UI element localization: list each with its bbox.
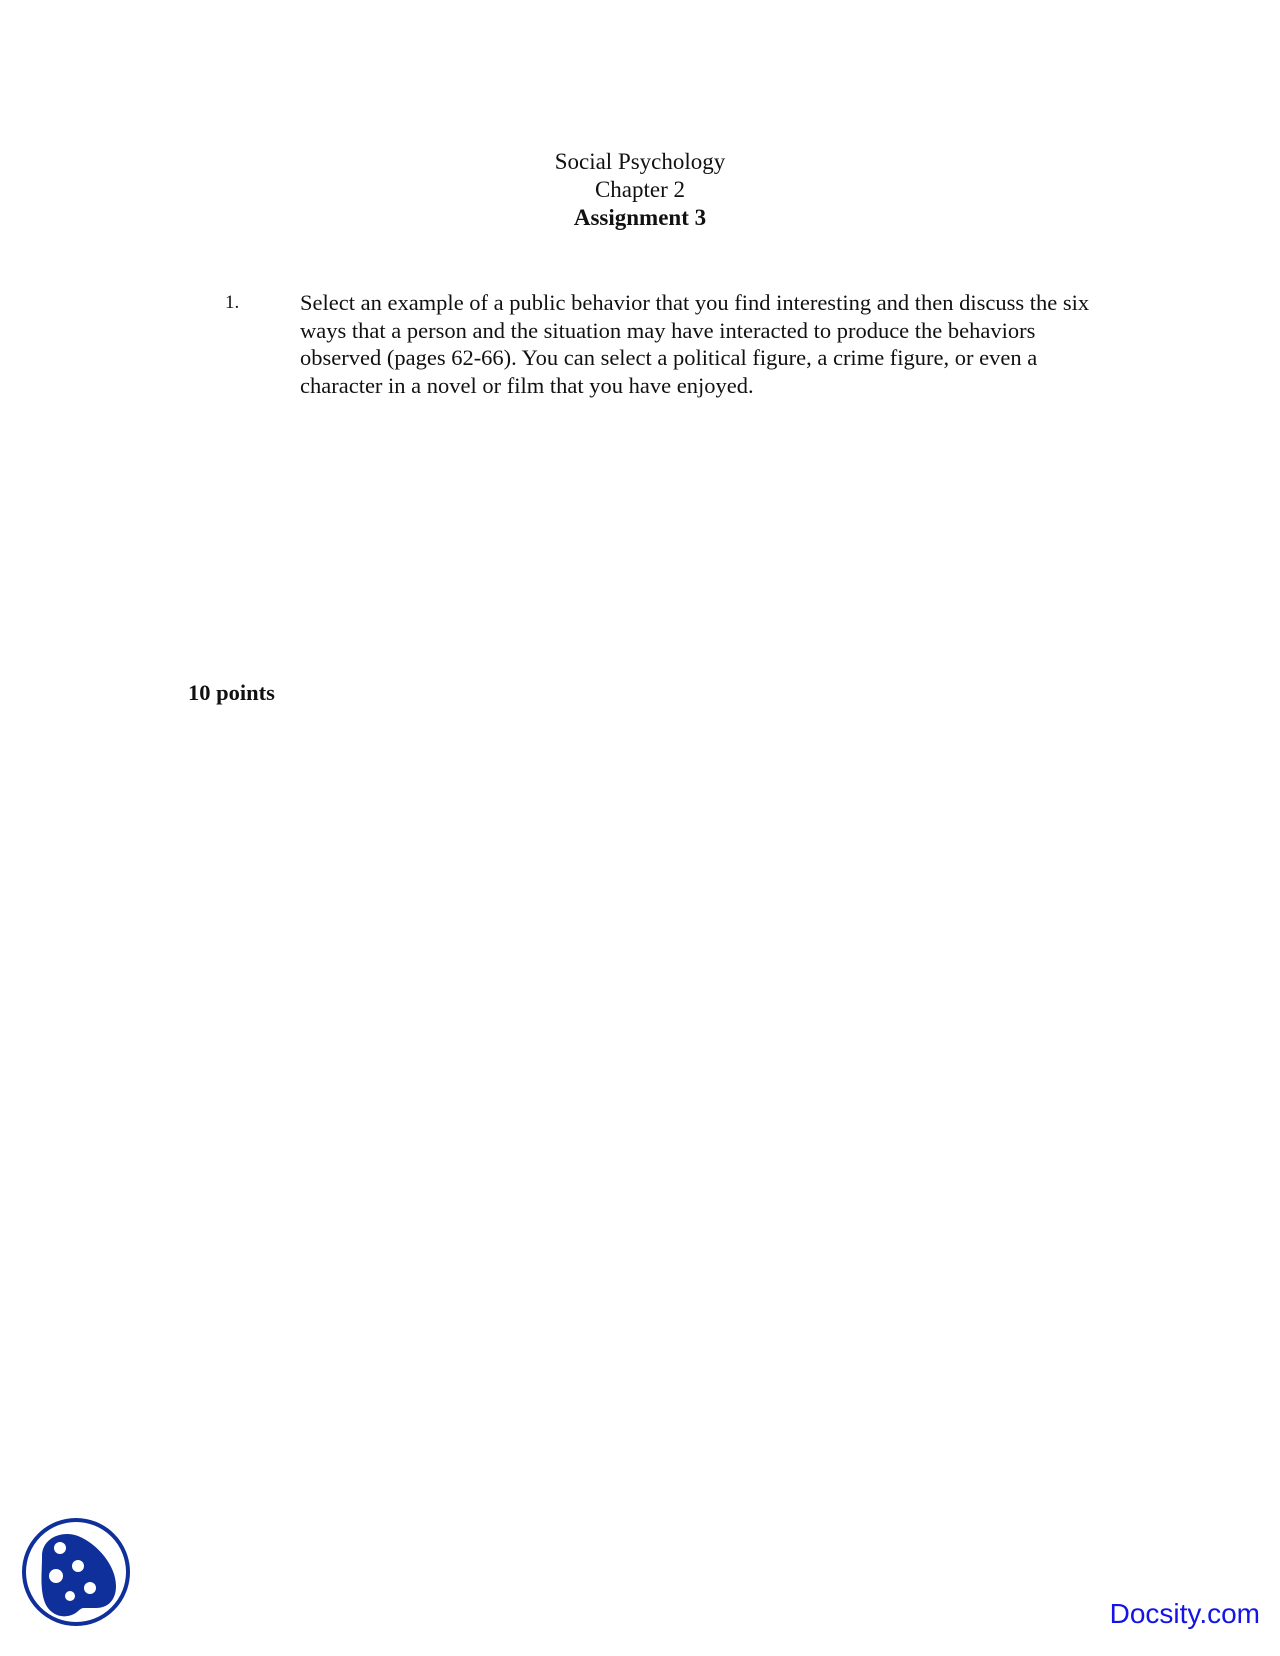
- question-text: Select an example of a public behavior that you find interesting and then discuss the six ways that a person and the situation may have interacted to produce the behaviors observed (pages 62-66). You can select a political figure, a crime figure, or even a character in a novel or film that you have enjoyed.: [300, 290, 1090, 398]
- assignment-title: Assignment 3: [573, 205, 707, 230]
- document-header: [0, 148, 1280, 232]
- question-number: 1.: [225, 292, 240, 313]
- chapter-title: Chapter 2: [594, 177, 686, 202]
- docsity-logo-icon: [20, 1516, 132, 1628]
- course-title: Social Psychology: [554, 149, 726, 174]
- points-label: 10 points: [188, 680, 275, 705]
- docsity-brand-link[interactable]: Docsity.com: [1109, 1598, 1260, 1629]
